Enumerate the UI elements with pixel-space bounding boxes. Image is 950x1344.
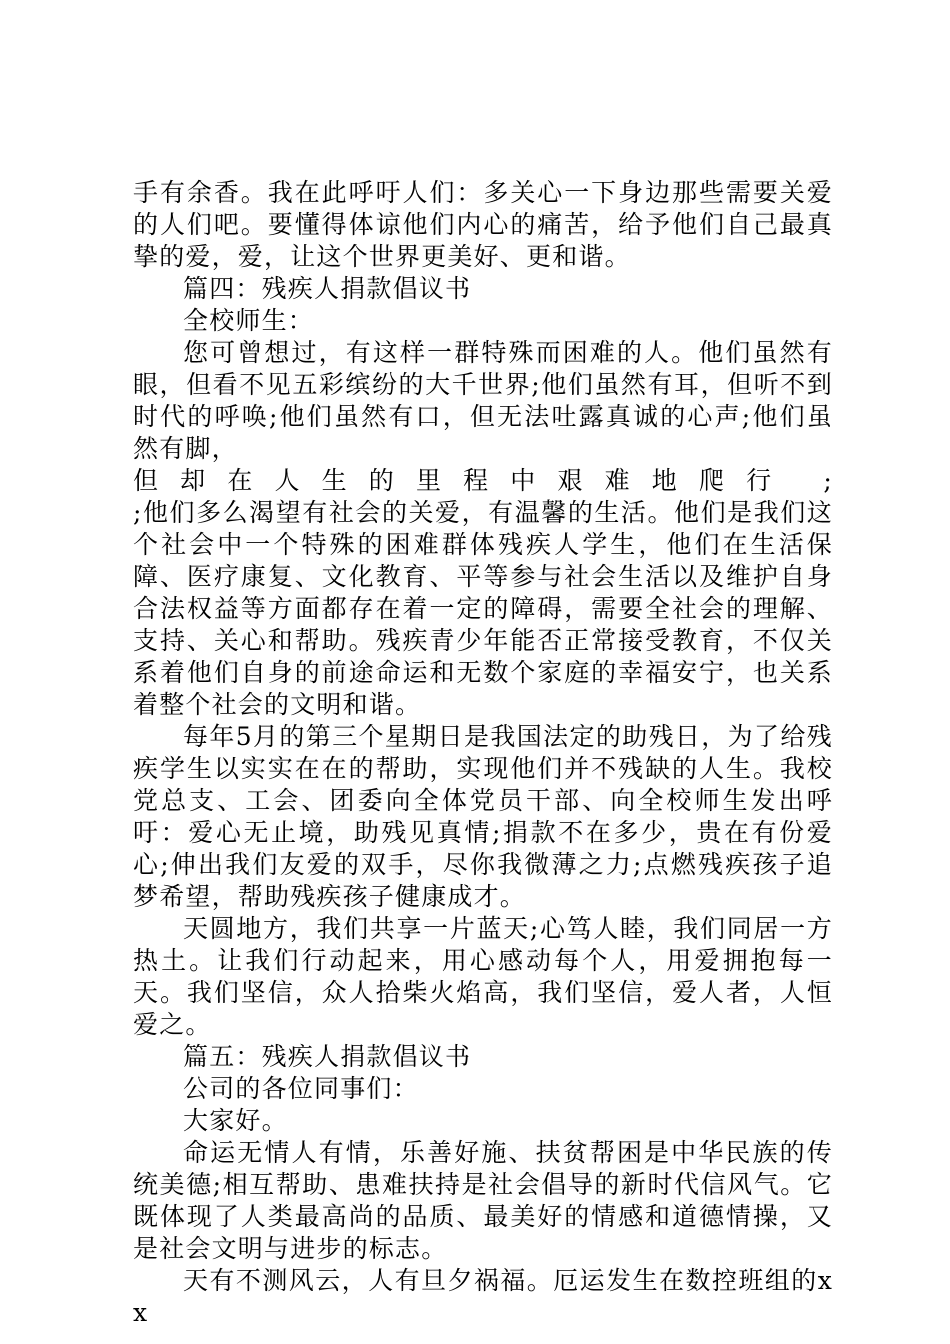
salutation-school: 全校师生：: [183, 306, 315, 335]
paragraph-intro: 您可曾想过，有这样一群特殊而困难的人。他们虽然有眼，但看不见五彩缤纷的大千世界;他们虽然有耳，但听不到时代的呼唤;他们虽然有口，但无法吐露真诚的心声;他们虽然有脚，: [133, 338, 833, 463]
paragraph-line-break: 但却在人生的里程中艰难地爬行 ;: [133, 466, 833, 495]
paragraph-virtue: 命运无情人有情，乐善好施、扶贫帮困是中华民族的传统美德;相互帮助、患难扶持是社会倡导的新时代信风气。它既体现了人类最高尚的品质、最美好的情感和道德情操，又是社会文明与进步的标志。: [133, 1138, 833, 1263]
section-heading-5: 篇五：残疾人捐款倡议书: [183, 1042, 472, 1071]
paragraph-misfortune: 天有不测风云，人有旦夕祸福。厄运发生在数控班组的xx: [133, 1266, 833, 1327]
paragraph-help-day: 每年5月的第三个星期日是我国法定的助残日，为了给残疾学生以实实在在的帮助，实现他们并不残缺的人生。我校党总支、工会、团委向全体党员干部、向全校师生发出呼吁：爱心无止境，助残见真情;捐款不在多少，贵在有份爱心;伸出我们友爱的双手，尽你我微薄之力;点燃残疾孩子追梦希望，帮助残疾孩子健康成才。: [133, 722, 833, 911]
paragraph-closing: 天圆地方，我们共享一片蓝天;心笃人睦，我们同居一方热土。让我们行动起来，用心感动每个人，用爱拥抱每一天。我们坚信，众人拾柴火焰高，我们坚信，爱人者，人恒爱之。: [133, 914, 833, 1039]
section-heading-4: 篇四：残疾人捐款倡议书: [183, 274, 472, 303]
greeting: 大家好。: [183, 1106, 288, 1135]
paragraph-society: ;他们多么渴望有社会的关爱，有温馨的生活。他们是我们这个社会中一个特殊的困难群体残疾人学生，他们在生活保障、医疗康复、文化教育、平等参与社会生活以及维护自身合法权益等方面都存在着一定的障碍，需要全社会的理解、支持、关心和帮助。残疾青少年能否正常接受教育，不仅关系着他们自身的前途命运和无数个家庭的幸福安宁，也关系着整个社会的文明和谐。: [133, 498, 833, 719]
paragraph-continuation: 手有余香。我在此呼吁人们：多关心一下身边那些需要关爱的人们吧。要懂得体谅他们内心的痛苦，给予他们自己最真挚的爱，爱，让这个世界更美好、更和谐。: [133, 178, 833, 271]
salutation-company: 公司的各位同事们：: [183, 1074, 419, 1103]
document-body: [133, 177, 833, 1329]
